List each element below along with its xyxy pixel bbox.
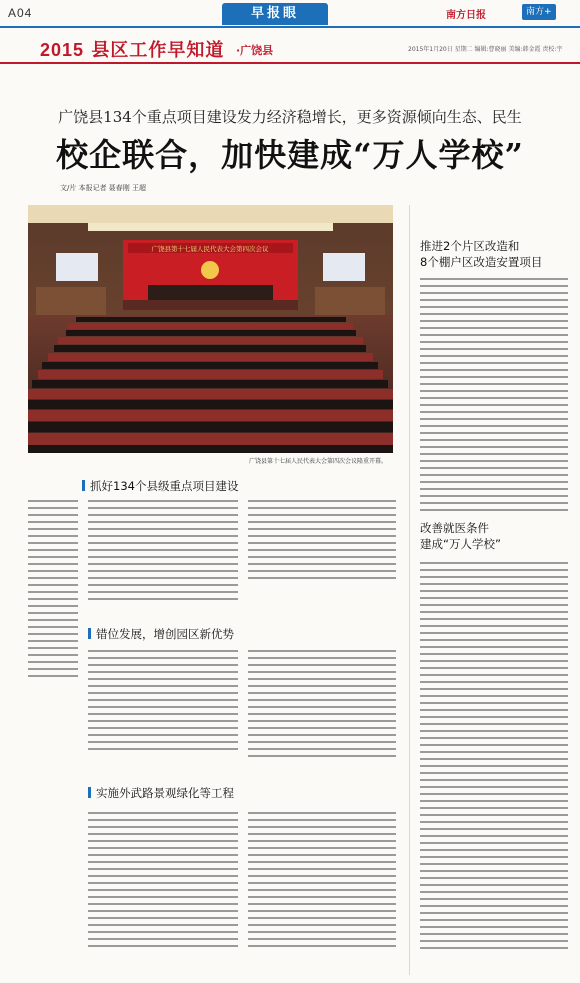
text-column-2 <box>248 500 396 584</box>
text-column-5 <box>88 812 238 952</box>
section-tab <box>222 3 328 25</box>
text-column-right-2 <box>420 562 568 954</box>
section-band-year: 2015 <box>40 40 85 60</box>
section-band <box>0 34 580 62</box>
text-column-6 <box>248 812 396 952</box>
text-column-4 <box>248 650 396 762</box>
column-divider <box>409 205 410 975</box>
lead-text-column <box>28 500 78 682</box>
section-band-title <box>40 36 224 62</box>
section-heading-parks: 错位发展，增创园区新优势 <box>88 626 234 642</box>
section-heading-renovation: 推进2个片区改造和 8个棚户区改造安置项目 <box>420 239 543 269</box>
section-heading-medical: 改善就医条件 建成“万人学校” <box>420 521 501 551</box>
article-byline: 文/片 本报记者 聂春刚 王超 <box>60 184 147 192</box>
photo-caption: 广饶县第十七届人民代表大会第四次会议隆重开幕。 <box>248 458 387 465</box>
issue-meta: 2015年1月20日 星期二 编辑:曹晓丽 美编:韩金霞 责校:宇 <box>408 46 563 53</box>
article-kicker: 广饶县134个重点项目建设发力经济稳增长，更多资源倾向生态、民生 <box>58 108 522 126</box>
page-number: A04 <box>8 6 33 20</box>
assembly-photo <box>28 205 393 453</box>
section-heading-greening: 实施外武路景观绿化等工程 <box>88 785 234 801</box>
header-rule <box>0 26 580 28</box>
article-headline: 校企联合，加快建成“万人学校” <box>56 136 524 174</box>
section-heading-projects: 抓好134个县级重点项目建设 <box>82 478 238 494</box>
photo-banner-text: 广饶县第十七届人民代表大会第四次会议 <box>151 245 269 253</box>
newspaper-brand-badge: 南方+ <box>522 4 556 20</box>
newspaper-brand: 南方日报 <box>446 10 486 21</box>
section-tab-label: 早报眼 <box>250 6 299 21</box>
text-column-right-1 <box>420 278 568 516</box>
section-band-county: ·广饶县 <box>236 44 274 57</box>
text-column-3 <box>88 650 238 755</box>
section-band-name: 县区工作早知道 <box>91 40 225 61</box>
band-rule <box>0 62 580 64</box>
page-header <box>0 0 580 28</box>
text-column-1 <box>88 500 238 605</box>
assembly-hall-image <box>28 205 393 453</box>
